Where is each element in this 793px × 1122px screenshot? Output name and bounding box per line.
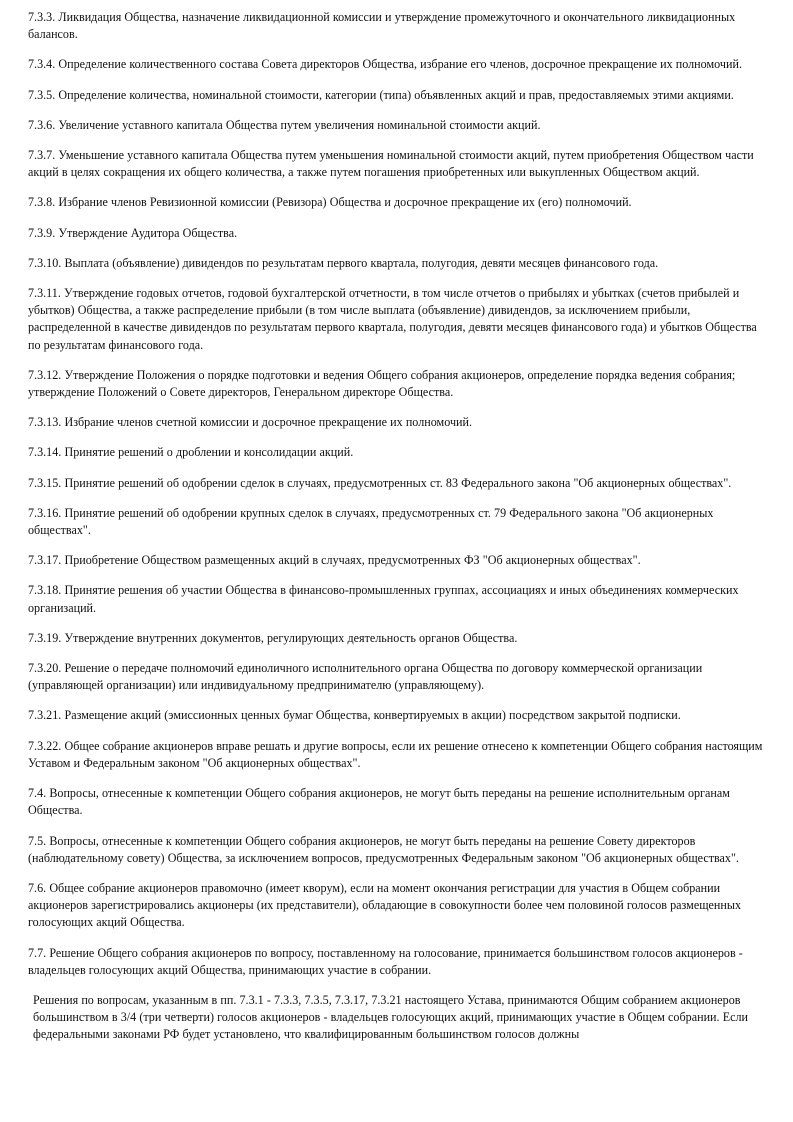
document-body bbox=[28, 9, 765, 1044]
clause-7-3-4: 7.3.4. Определение количественного состава Совета директоров Общества, избрание его членов, досрочное прекращение их полномочий. bbox=[28, 57, 742, 72]
clause-qualified-majority-note: Решения по вопросам, указанным в пп. 7.3.1 - 7.3.3, 7.3.5, 7.3.17, 7.3.21 настоящего Устава, принимаются Общим собранием акционеров большинством в 3/4 (три четверти) голосов акционеров - владельцев голосующих акций, принимающих участие в Общем собрании. Если федеральными законами РФ будет установлено, что квалифицированным большинством голосов должны bbox=[33, 992, 749, 1042]
clause-7-3-22: 7.3.22. Общее собрание акционеров вправе решать и другие вопросы, если их решение отнесено к компетенции Общего собрания настоящим Уставом и Федеральным законом "Об акционерных обществах". bbox=[28, 738, 763, 770]
clause-7-6: 7.6. Общее собрание акционеров правомочно (имеет кворум), если на момент окончания регистрации для участия в Общем собрании акционеров зарегистрировались акционеры (их представители), обладающие в совокупности более чем половиной голосов размещенных голосующих акций Общества. bbox=[28, 880, 742, 930]
clause-7-3-12: 7.3.12. Утверждение Положения о порядке подготовки и ведения Общего собрания акционеров, определение порядка ведения собрания; утверждение Положений о Совете директоров, Генеральном директоре Общества. bbox=[28, 367, 736, 400]
clause-7-3-15: 7.3.15. Принятие решений об одобрении сделок в случаях, предусмотренных ст. 83 Федерального закона "Об акционерных обществах". bbox=[28, 475, 732, 490]
clause-7-7: 7.7. Решение Общего собрания акционеров по вопросу, поставленному на голосование, принимается большинством голосов акционеров - владельцев голосующих акций Общества, принимающих участие в собрании. bbox=[28, 945, 743, 977]
clause-7-3-11: 7.3.11. Утверждение годовых отчетов, годовой бухгалтерской отчетности, в том числе отчетов о прибылях и убытках (счетов прибылей и убытков) Общества, а также распределение прибыли (в том числе выплата (объявление) дивидендов, за исключением прибыли, распределенной в качестве дивидендов по результатам первого квартала, полугодия, девяти месяцев финансового года) и убытков Общества по результатам финансового года. bbox=[28, 286, 757, 352]
clause-7-3-5: 7.3.5. Определение количества, номинальной стоимости, категории (типа) объявленных акций и прав, предоставляемых этими акциями. bbox=[28, 87, 734, 102]
clause-7-3-10: 7.3.10. Выплата (объявление) дивидендов по результатам первого квартала, полугодия, девяти месяцев финансового года. bbox=[28, 255, 659, 270]
clause-7-3-9: 7.3.9. Утверждение Аудитора Общества. bbox=[28, 225, 238, 240]
clause-7-5: 7.5. Вопросы, отнесенные к компетенции Общего собрания акционеров, не могут быть переданы на решение Совету директоров (наблюдательному совету) Общества, за исключением вопросов, предусмотренных Федеральным законом "Об акционерных обществах". bbox=[28, 833, 739, 865]
clause-7-3-14: 7.3.14. Принятие решений о дроблении и консолидации акций. bbox=[28, 445, 354, 460]
clause-7-3-16: 7.3.16. Принятие решений об одобрении крупных сделок в случаях, предусмотренных ст. 79 Федерального закона "Об акционерных обществах". bbox=[28, 505, 714, 538]
clause-7-3-3: 7.3.3. Ликвидация Общества, назначение ликвидационной комиссии и утверждение промежуточного и окончательного ликвидационных балансов. bbox=[28, 10, 736, 42]
clause-7-3-18: 7.3.18. Принятие решения об участии Общества в финансово-промышленных группах, ассоциациях и иных объединениях коммерческих организаций. bbox=[28, 583, 739, 615]
clause-7-3-7: 7.3.7. Уменьшение уставного капитала Общества путем уменьшения номинальной стоимости акций, путем приобретения Обществом части акций в целях сокращения их общего количества, а также путем погашения приобретенных или выкупленных Обществом акций. bbox=[28, 148, 754, 180]
clause-7-3-19: 7.3.19. Утверждение внутренних документов, регулирующих деятельность органов Общества. bbox=[28, 630, 518, 645]
clause-7-3-17: 7.3.17. Приобретение Обществом размещенных акций в случаях, предусмотренных ФЗ "Об акционерных обществах". bbox=[28, 553, 641, 568]
clause-7-3-20: 7.3.20. Решение о передаче полномочий единоличного исполнительного органа Общества по договору коммерческой организации (управляющей организации) или индивидуальному предпринимателю (управляющему). bbox=[28, 661, 703, 693]
clause-7-4: 7.4. Вопросы, отнесенные к компетенции Общего собрания акционеров, не могут быть переданы на решение исполнительным органам Общества. bbox=[28, 786, 730, 818]
clause-7-3-13: 7.3.13. Избрание членов счетной комиссии и досрочное прекращение их полномочий. bbox=[28, 415, 473, 430]
clause-7-3-8: 7.3.8. Избрание членов Ревизионной комиссии (Ревизора) Общества и досрочное прекращение их (его) полномочий. bbox=[28, 195, 632, 210]
clause-7-3-6: 7.3.6. Увеличение уставного капитала Общества путем увеличения номинальной стоимости акций. bbox=[28, 117, 541, 132]
clause-7-3-21: 7.3.21. Размещение акций (эмиссионных ценных бумаг Общества, конвертируемых в акции) посредством закрытой подписки. bbox=[28, 708, 681, 723]
